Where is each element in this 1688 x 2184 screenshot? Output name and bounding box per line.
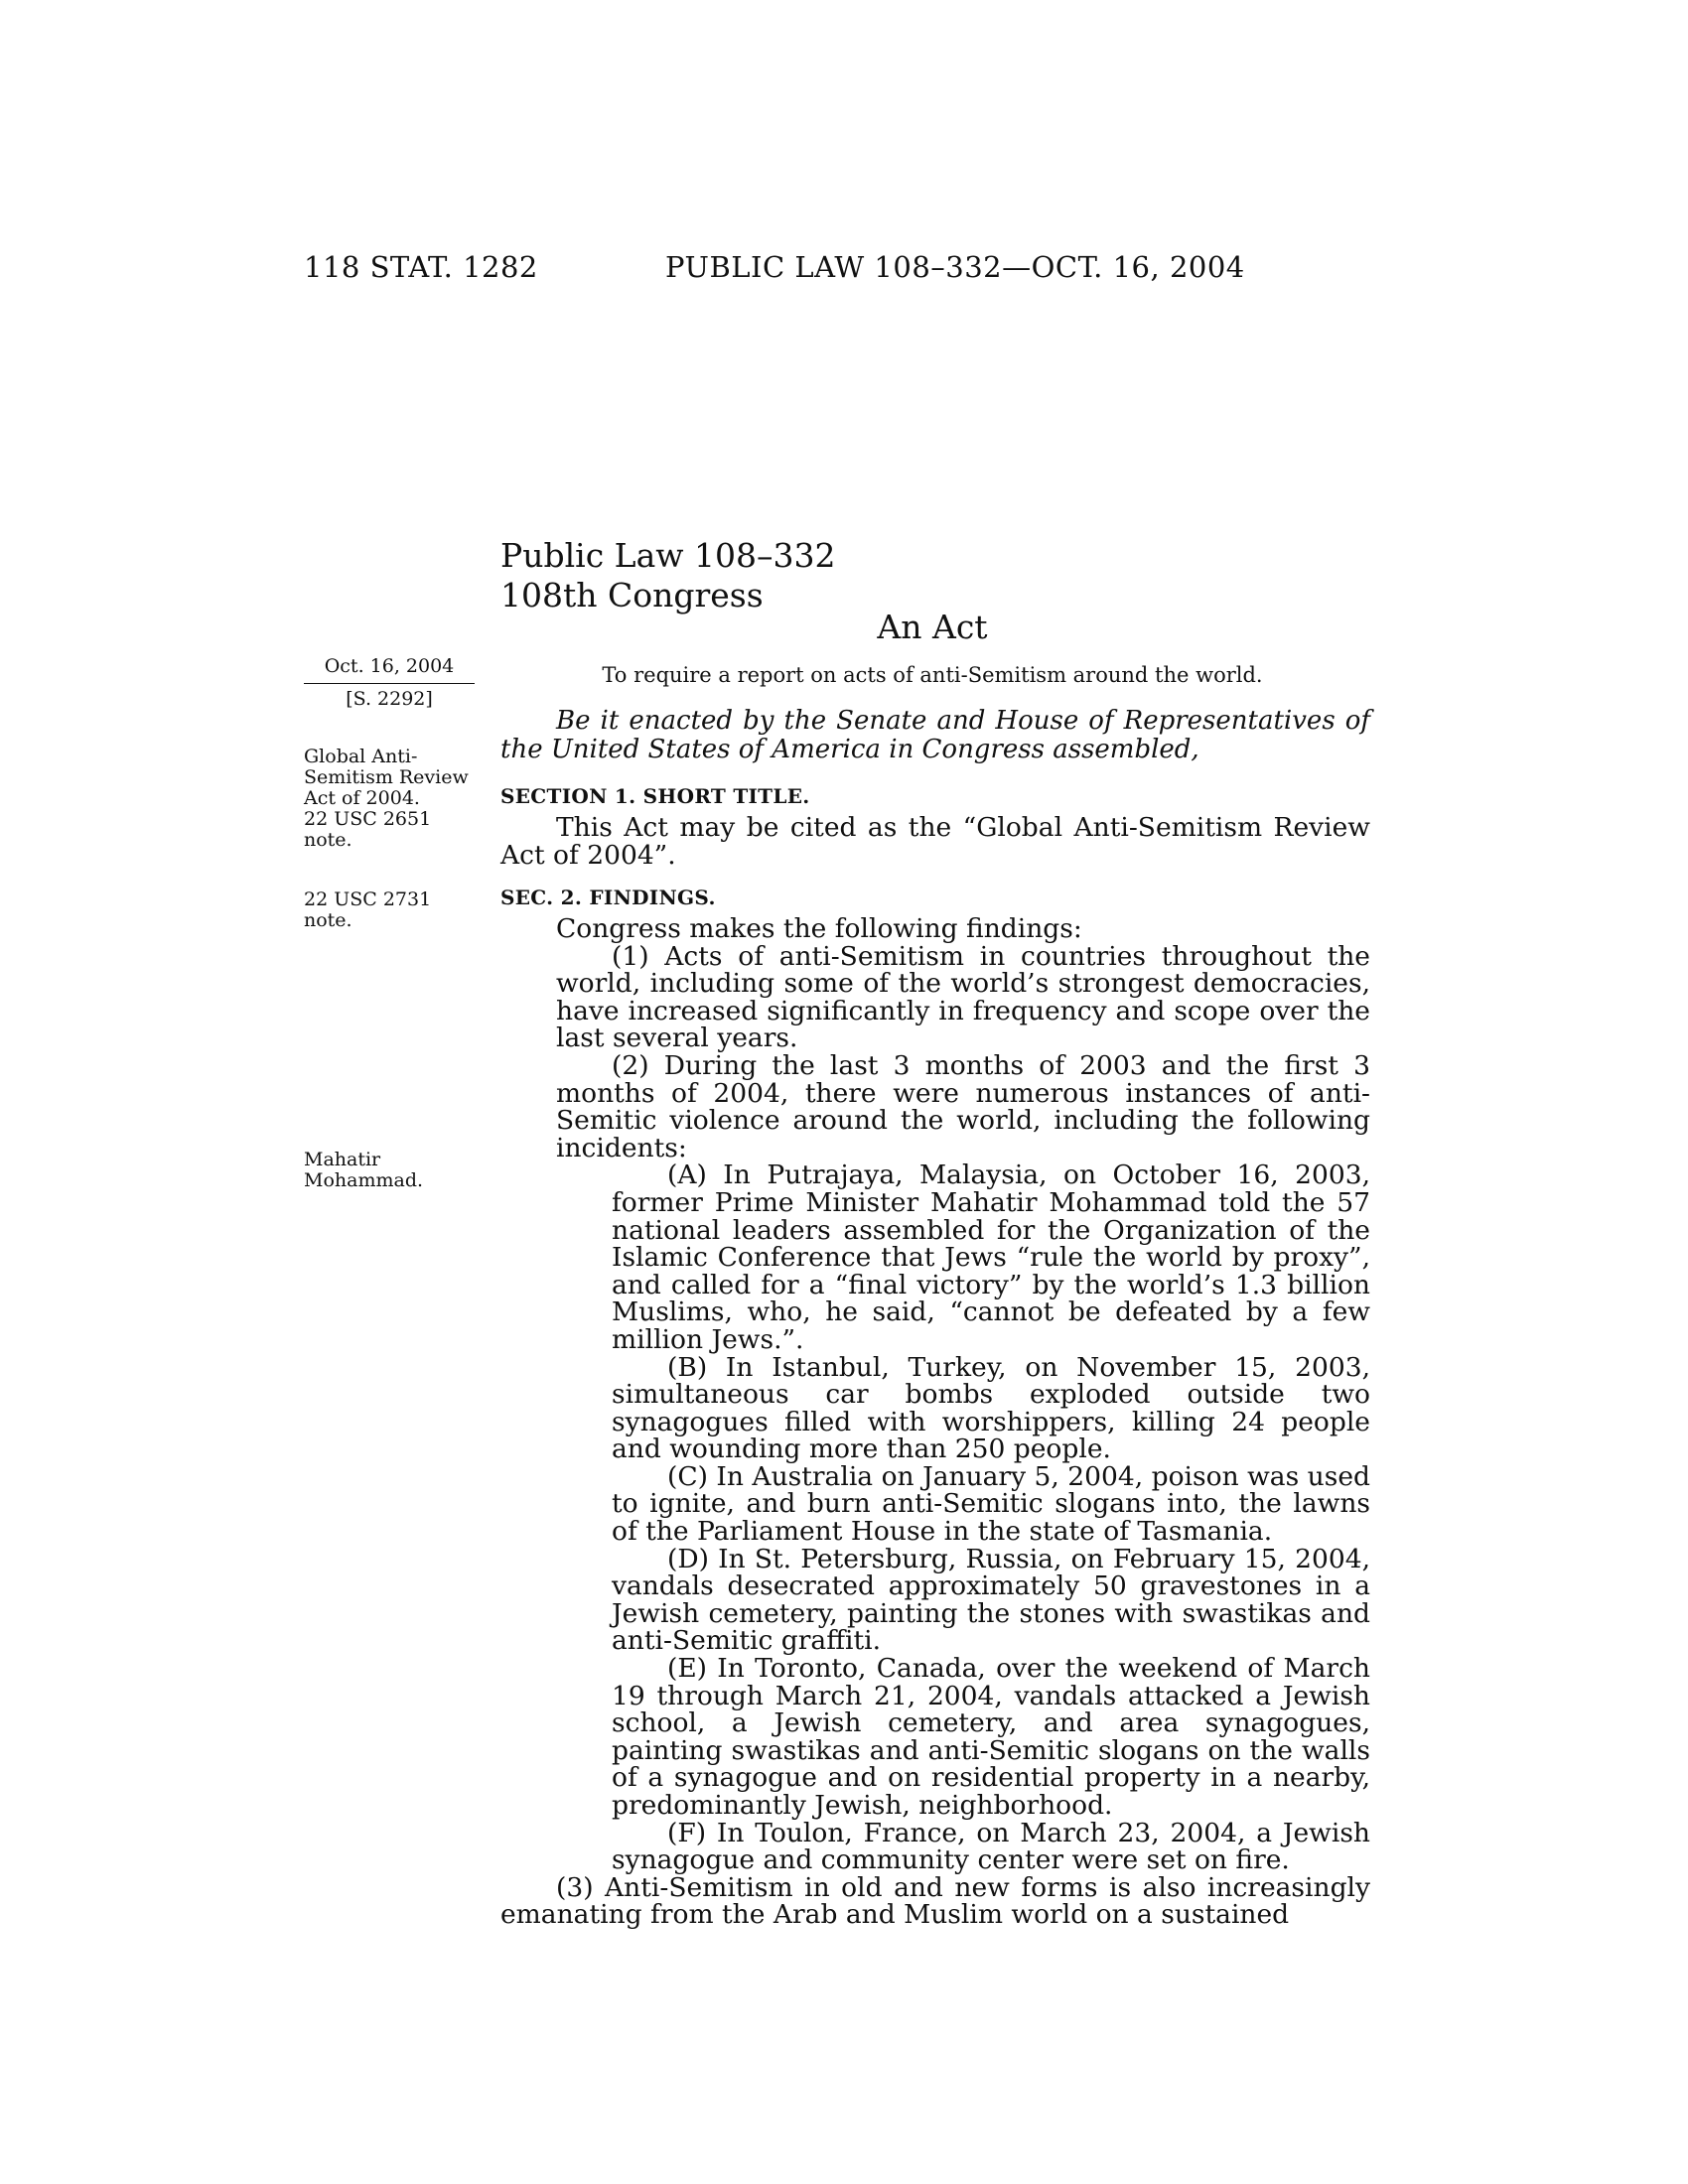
enactment-date-box [304, 655, 475, 710]
section-2-body [500, 915, 1370, 1929]
congress-title: 108th Congress [500, 576, 764, 614]
incident-f: (F) In Toulon, France, on March 23, 2004, a Jewish synagogue and community center were set on fire. [612, 1817, 1370, 1876]
margin-note-findings: 22 USC 2731 note. [304, 888, 432, 931]
section-1-text: This Act may be cited as the “Global Anti-Semitism Review Act of 2004”. [500, 812, 1370, 871]
finding-1: (1) Acts of anti-Semitism in countries throughout the world, including some of the world’s strongest democracies, have increased significantly in frequency and scope over the last several years. [556, 940, 1370, 1054]
public-law-title: Public Law 108–332 [500, 536, 836, 575]
bill-number: [S. 2292] [346, 688, 433, 710]
enacting-clause: Be it enacted by the Senate and House of Representatives of the United States of America in Congress assembled, [500, 706, 1370, 764]
incident-b: (B) In Istanbul, Turkey, on November 15, 2003, simultaneous car bombs exploded outside two synagogues filled with worshippers, killing 24 people and wounding more than 250 people. [612, 1351, 1370, 1465]
act-heading: An Act [877, 608, 988, 646]
enactment-date: Oct. 16, 2004 [324, 655, 455, 677]
incident-c: (C) In Australia on January 5, 2004, poison was used to ignite, and burn anti-Semitic slogans into, the lawns of the Parliament House in the state of Tasmania. [612, 1460, 1370, 1548]
act-purpose: To require a report on acts of anti-Semitism around the world. [602, 663, 1263, 687]
section-2-heading: SEC. 2. FINDINGS. [500, 886, 716, 909]
findings-intro: Congress makes the following findings: [556, 913, 1082, 944]
margin-note-name: Mahatir Mohammad. [304, 1149, 424, 1191]
incident-a: (A) In Putrajaya, Malaysia, on October 16, 2003, former Prime Minister Mahatir Mohammad told the 57 national leaders assembled for the Organization of the Islamic Conference that Jews “rule the world by proxy”, and called for a “final victory” by the world’s 1.3 billion Muslims, who, he said, “cannot be defeated by a few million Jews.”. [612, 1160, 1370, 1355]
incident-e: (E) In Toronto, Canada, over the weekend of March 19 through March 21, 2004, vandals attacked a Jewish school, a Jewish cemetery, and area synagogues, painting swastikas and anti-Semitic slogans on the walls of a synagogue and on residential property in a nearby, predominantly Jewish, neighborhood. [612, 1653, 1370, 1821]
date-divider [304, 683, 475, 684]
section-1-heading: SECTION 1. SHORT TITLE. [500, 784, 810, 808]
finding-3: (3) Anti-Semitism in old and new forms is also increasingly emanating from the Arab and Muslim world on a sustained [500, 1871, 1370, 1931]
page-stat-citation: 118 STAT. 1282 [304, 250, 538, 284]
incident-d: (D) In St. Petersburg, Russia, on February 15, 2004, vandals desecrated approximately 50 gravestones in a Jewish cemetery, painting the stones with swastikas and anti-Semitic graffiti. [612, 1543, 1370, 1657]
running-header: PUBLIC LAW 108–332—OCT. 16, 2004 [665, 250, 1245, 284]
finding-2: (2) During the last 3 months of 2003 and the first 3 months of 2004, there were numerous instances of anti-Semitic violence around the world, including the following incidents: [556, 1049, 1370, 1163]
title-block [500, 536, 835, 615]
margin-note-short-title: Global Anti- Semitism Review Act of 2004. 22 USC 2651 note. [304, 746, 469, 851]
